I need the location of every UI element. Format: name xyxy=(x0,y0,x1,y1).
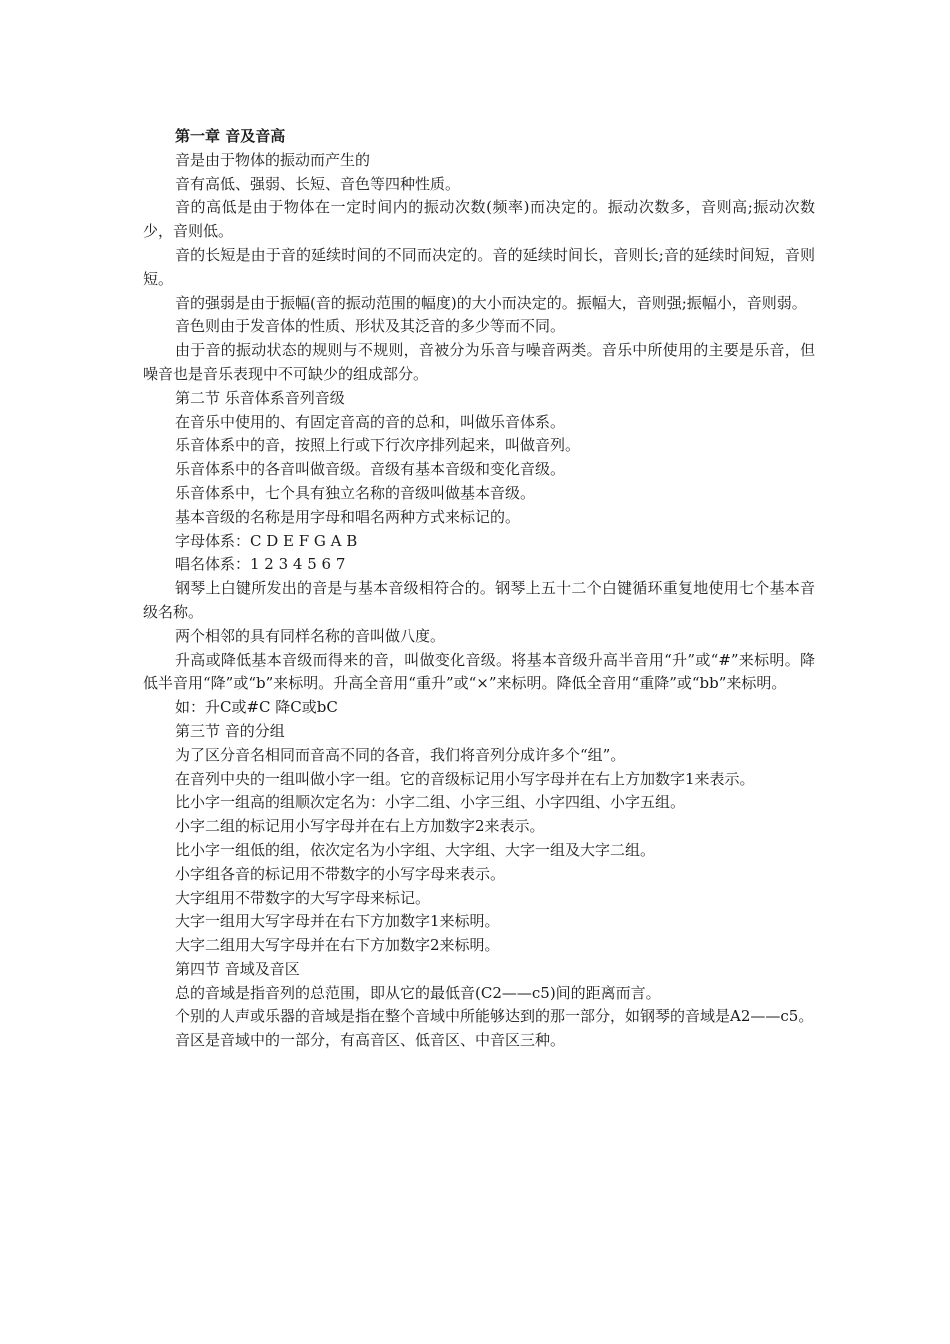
paragraph: 第四节 音域及音区 xyxy=(175,959,300,978)
paragraph: 音的高低是由于物体在一定时间内的振动次数(频率)而决定的。振动次数多，音则高;振动次数少，音则低。 xyxy=(143,198,815,241)
paragraph: 如：升C或#C 降C或bC xyxy=(175,698,338,717)
paragraph: 比小字一组低的组，依次定名为小字组、大字组、大字一组及大字二组。 xyxy=(175,840,656,859)
paragraph: 总的音域是指音列的总范围，即从它的最低音(C2——c5)间的距离而言。 xyxy=(175,983,661,1002)
paragraph: 为了区分音名相同而音高不同的各音，我们将音列分成许多个“组”。 xyxy=(175,745,626,764)
paragraph: 大字一组用大写字母并在右下方加数字1来标明。 xyxy=(175,912,500,931)
paragraph: 小字组各音的标记用不带数字的小写字母来表示。 xyxy=(175,864,506,883)
paragraph: 乐音体系中的各音叫做音级。音级有基本音级和变化音级。 xyxy=(175,460,566,479)
paragraph: 字母体系：C D E F G A B xyxy=(175,531,358,550)
paragraph: 音的强弱是由于振幅(音的振动范围的幅度)的大小而决定的。振幅大，音则强;振幅小，音则弱。 xyxy=(175,293,807,312)
paragraph: 在音列中央的一组叫做小字一组。它的音级标记用小写字母并在右上方加数字1来表示。 xyxy=(175,769,755,788)
paragraph: 比小字一组高的组顺次定名为：小字二组、小字三组、小字四组、小字五组。 xyxy=(175,793,686,812)
paragraph: 由于音的振动状态的规则与不规则，音被分为乐音与噪音两类。音乐中所使用的主要是乐音，但噪音也是音乐表现中不可缺少的组成部分。 xyxy=(143,341,815,383)
paragraph: 钢琴上白键所发出的音是与基本音级相符合的。钢琴上五十二个白键循环重复地使用七个基本音级名称。 xyxy=(143,579,815,621)
paragraph: 音的长短是由于音的延续时间的不同而决定的。音的延续时间长，音则长;音的延续时间短，音则短。 xyxy=(143,245,815,288)
paragraph: 第三节 音的分组 xyxy=(175,721,285,740)
body-text xyxy=(143,149,815,1053)
paragraph: 大字组用不带数字的大写字母来标记。 xyxy=(175,888,431,907)
paragraph: 小字二组的标记用小写字母并在右上方加数字2来表示。 xyxy=(175,817,545,836)
paragraph: 乐音体系中的音，按照上行或下行次序排列起来，叫做音列。 xyxy=(175,436,581,455)
paragraph: 唱名体系：1 2 3 4 5 6 7 xyxy=(175,555,346,574)
paragraph: 音有高低、强弱、长短、音色等四种性质。 xyxy=(175,174,461,193)
paragraph: 两个相邻的具有同样名称的音叫做八度。 xyxy=(175,626,446,645)
paragraph: 大字二组用大写字母并在右下方加数字2来标明。 xyxy=(175,936,500,955)
paragraph: 基本音级的名称是用字母和唱名两种方式来标记的。 xyxy=(175,507,521,526)
paragraph: 音色则由于发音体的性质、形状及其泛音的多少等而不同。 xyxy=(175,317,566,336)
paragraph: 音区是音域中的一部分，有高音区、低音区、中音区三种。 xyxy=(175,1031,566,1050)
paragraph: 在音乐中使用的、有固定音高的音的总和，叫做乐音体系。 xyxy=(175,412,566,431)
chapter-title: 第一章 音及音高 xyxy=(175,127,286,145)
paragraph: 音是由于物体的振动而产生的 xyxy=(175,150,371,169)
paragraph: 升高或降低基本音级而得来的音，叫做变化音级。将基本音级升高半音用“升”或“#”来标明。降低半音用“降”或“b”来标明。升高全音用“重升”或“×”来标明。降低全音用“重降”或“bb”来标明。 xyxy=(143,650,815,693)
paragraph: 第二节 乐音体系音列音级 xyxy=(175,388,345,407)
document-page xyxy=(143,125,815,1053)
paragraph: 个别的人声或乐器的音域是指在整个音域中所能够达到的那一部分，如钢琴的音域是A2——c5。 xyxy=(175,1007,814,1026)
paragraph: 乐音体系中，七个具有独立名称的音级叫做基本音级。 xyxy=(175,483,536,502)
